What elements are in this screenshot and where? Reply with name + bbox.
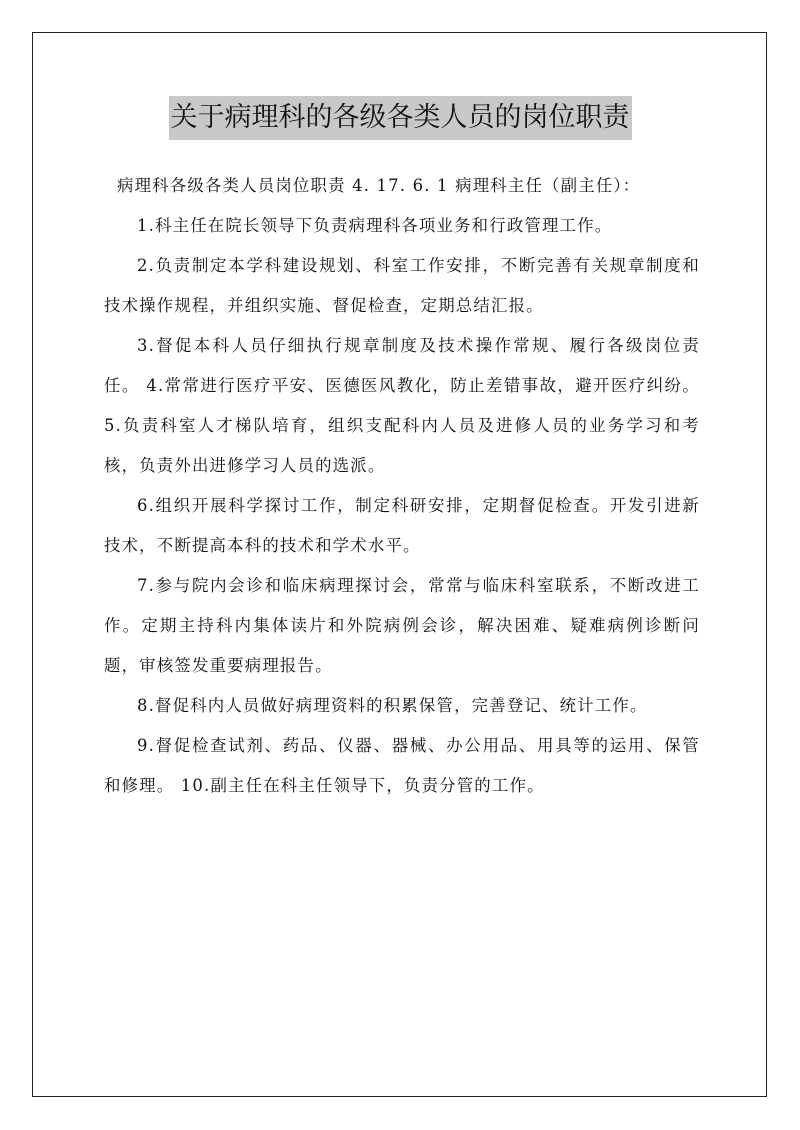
- document-body: [104, 166, 700, 806]
- title-container: [0, 96, 800, 140]
- paragraph-item-6: 6.组织开展科学探讨工作，制定科研安排，定期督促检查。开发引进新技术，不断提高本科的技术和学术水平。: [104, 496, 700, 555]
- paragraph-item-7: 7.参与院内会诊和临床病理探讨会，常常与临床科室联系，不断改进工作。定期主持科内集体读片和外院病例会诊，解决困难、疑难病例诊断问题，审核签发重要病理报告。: [104, 576, 700, 675]
- paragraph-item-8: 8.督促科内人员做好病理资料的积累保管，完善登记、统计工作。: [137, 696, 648, 715]
- paragraph-intro: 病理科各级各类人员岗位职责 4. 17. 6. 1 病理科主任（副主任）：: [117, 176, 641, 195]
- paragraph-item-9-10: 9.督促检查试剂、药品、仪器、器械、办公用品、用具等的运用、保管和修理。 10.副主任在科主任领导下，负责分管的工作。: [104, 736, 700, 795]
- paragraph-item-2: 2.负责制定本学科建设规划、科室工作安排，不断完善有关规章制度和技术操作规程，并组织实施、督促检查，定期总结汇报。: [104, 256, 700, 315]
- document-title: 关于病理科的各级各类人员的岗位职责: [169, 96, 632, 140]
- paragraph-item-1: 1.科主任在院长领导下负责病理科各项业务和行政管理工作。: [137, 216, 613, 235]
- paragraph-item-3-5: 3.督促本科人员仔细执行规章制度及技术操作常规、履行各级岗位责任。 4.常常进行医疗平安、医德医风教化，防止差错事故，避开医疗纠纷。 5.负责科室人才梯队培育，组织支配科内人员及进修人员的业务学习和考核，负责外出进修学习人员的选派。: [104, 336, 700, 475]
